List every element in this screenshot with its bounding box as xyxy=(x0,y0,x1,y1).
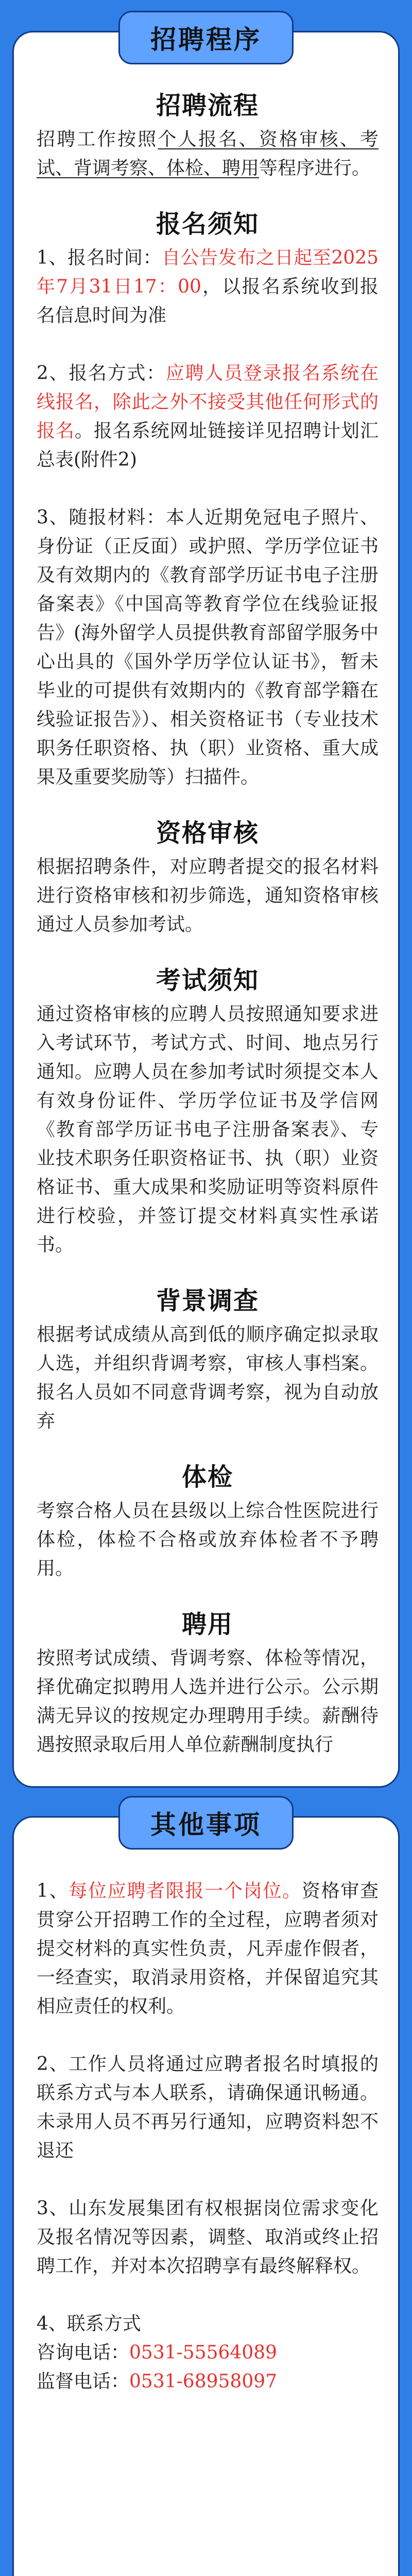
registration-method-item xyxy=(37,359,379,474)
physical-exam-heading: 体检 xyxy=(181,1463,233,1492)
background-check-text: 根据考试成绩从高到低的顺序确定拟录取人选，并组织背调考察，审核人事档案。报名人员如不同意背调考察，视为自动放弃 xyxy=(37,1324,379,1432)
recruitment-flow-text xyxy=(37,125,379,183)
supervise-phone-line xyxy=(37,2367,379,2396)
exam-heading: 考试须知 xyxy=(156,966,259,995)
qualification-heading: 资格审核 xyxy=(156,819,259,848)
other-item-1-prefix: 1、 xyxy=(37,1880,69,1902)
consult-phone-line xyxy=(37,2338,379,2367)
hiring-heading: 聘用 xyxy=(181,1610,233,1639)
registration-materials-item: 3、随报材料：本人近期免冠电子照片、身份证（正反面）或护照、学历学位证书及有效期内的《教育部学历证书电子注册备案表》《中国高等教育学位在线验证报告》(海外留学人员提供教育部留学服务中心出具的《国外学历学位认证书》，暂未毕业的可提供有效期内的《教育部学籍在线验证报告》）、相关资格证书（专业技术职务任职资格、执（职）业资格、重大成果及重要奖励等）扫描件。 xyxy=(37,507,379,788)
registration-method-prefix: 2、报名方式： xyxy=(37,363,166,384)
recruitment-procedure-content xyxy=(37,89,379,1759)
supervise-phone-number: 0531-68958097 xyxy=(129,2371,278,2392)
other-matters-badge xyxy=(118,1796,294,1850)
other-item-2: 2、工作人员将通过应聘者报名时填报的联系方式与本人联系，请确保通讯畅通。未录用人员不再另行通知，应聘资料恕不退还 xyxy=(37,2054,379,2161)
other-matters-title: 其他事项 xyxy=(150,1810,262,1840)
other-matters-card xyxy=(12,1810,400,2576)
exam-text: 通过资格审核的应聘人员按照通知要求进入考试环节，考试方式、时间、地点另行通知。应聘人员在参加考试时须提交本人有效身份证件、学历学位证书及学信网《教育部学历证书电子注册备案表》、专业技术职务任职资格证书、执（职）业资格证书、重大成果和奖励证明等资料原件进行校验，并签订提交材料真实性承诺书。 xyxy=(37,1004,379,1256)
registration-method-suffix: 。报名系统网址链接详见招聘计划汇总表(附件2) xyxy=(37,420,379,470)
other-item-1-text: 资格审查贯穿公开招聘工作的全过程，应聘者须对提交材料的真实性负责，凡弄虚作假者，一经查实，取消录用资格，并保留追究其相应责任的权利。 xyxy=(37,1880,379,2017)
registration-time-item xyxy=(37,244,379,330)
recruitment-flow-steps: 个人报名、资格审核、考试、背调考察、体检、聘用 xyxy=(37,129,379,179)
recruitment-procedure-title: 招聘程序 xyxy=(150,25,262,55)
qualification-text: 根据招聘条件，对应聘者提交的报名材料进行资格审核和初步筛选，通知资格审核通过人员参加考试。 xyxy=(37,856,379,935)
recruitment-flow-text-post: 等程序进行。 xyxy=(259,158,371,179)
registration-heading: 报名须知 xyxy=(156,210,259,239)
physical-exam-text: 考察合格人员在县级以上综合性医院进行体检，体检不合格或放弃体检者不予聘用。 xyxy=(37,1500,379,1579)
recruitment-flow-heading: 招聘流程 xyxy=(156,91,259,120)
registration-time-highlight: 自公告发布之日起至2025年7月31日17：00 xyxy=(37,247,379,297)
registration-time-prefix: 1、报名时间： xyxy=(37,247,162,268)
background-check-heading: 背景调查 xyxy=(156,1286,259,1315)
other-item-1-highlight: 每位应聘者限报一个岗位。 xyxy=(68,1880,302,1902)
recruitment-procedure-card xyxy=(12,25,400,1788)
supervise-phone-label: 监督电话： xyxy=(37,2371,130,2392)
consult-phone-label: 咨询电话： xyxy=(37,2342,130,2363)
contact-heading: 4、联系方式 xyxy=(37,2313,141,2334)
registration-method-highlight: 应聘人员登录报名系统在线报名，除此之外不接受其他任何形式的报名 xyxy=(37,363,379,442)
other-matters-content xyxy=(37,1877,379,2396)
recruitment-flow-text-pre: 招聘工作按照 xyxy=(37,129,158,150)
other-item-3: 3、山东发展集团有权根据岗位需求变化及报名情况等因素，调整、取消或终止招聘工作，并对本次招聘享有最终解释权。 xyxy=(37,2198,379,2277)
other-item-1 xyxy=(37,1877,379,2021)
recruitment-procedure-badge xyxy=(118,11,294,64)
consult-phone-number: 0531-55564089 xyxy=(129,2342,278,2363)
hiring-text: 按照考试成绩、背调考察、体检等情况，择优确定拟聘用人选并进行公示。公示期满无异议的按规定办理聘用手续。薪酬待遇按照录取后用人单位薪酬制度执行 xyxy=(37,1648,379,1755)
registration-time-suffix: ，以报名系统收到报名信息时间为准 xyxy=(37,276,379,326)
